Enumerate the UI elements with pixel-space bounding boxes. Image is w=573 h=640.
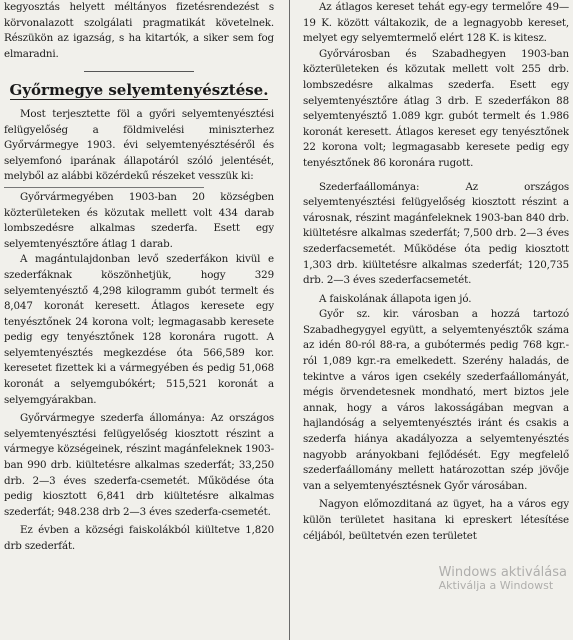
paragraph: kegyosztás helyett méltányos fizetésrendezést s körvonalazott szolgálati pragmatikát követelnek. Részükön az igazság, s ha kitartók, a siker sem fog elmaradni. [4,1,274,60]
left-column [4,0,274,640]
watermark-subtitle: Aktiválja a Windowst [438,579,554,592]
column-rule [4,187,204,188]
section-divider [84,71,194,72]
paragraph: A magántulajdonban levő szederfákon kivül e szederfáknak köszönhetjük, hogy 329 selyemtenyésztő 4,298 kilogramm gubót termelt és 8,047 koronát keresett. Átlagos keresete egy tenyésztőnek 24 korona volt; legmagasabb keresete pedig egy tenyésztőnek 128 koronára rugott. A selyemtenyésztés megkezdése óta 566,589 kor. keresetet fizettek ki a vármegyében és pedig 51,068 koronát a selyemgubókért; 515,521 koronát a selyemgyárakban. [4,253,274,406]
article-title: Győrmegye selyemtenyésztése. [9,81,269,100]
paragraph: Szederfaállománya: Az országos selyemtenyésztési felügyelőség kiosztott részint a városnak, részint magánfeleknek 1903-ban 840 drb. kiültetésre alkalmas szederfát; 7,500 drb. 2—3 éves szederfacsemetét. Működése óta pedig kiosztott 1,303 drb. kiültetésre alkalmas szederfát; 120,735 drb. 2—3 éves szederfacsemetét. [303,180,569,287]
paragraph: Ez évben a községi faiskolákból kiültetve 1,820 drb szederfát. [4,524,274,552]
paragraph: Győr sz. kir. városban a hozzá tartozó Szabadhegygyel együtt, a selyemtenyésztők száma az idén 80-ról 88-ra, a gubótermés pedig 768 kgr.-ról 1,089 kgr.-ra emelkedett. Szerény haladás, de tekintve a város igen csekély szederfaállományát, mégis örvendetesnek mondható, mert biztos jele annak, hogy a város lakosságában megvan a hajlandóság a selyemtenyésztés iránt és csakis a szederfa hiánya akadályozza a selyemtenyésztés nagyobb arányokbani fejlődését. Egy megfelelő szederfaállomány mellett határozottan szép jövője van a selyemtenyésztésnek Győr városában. [303,308,569,492]
paragraph: Győrvárosban és Szabadhegyen 1903-ban közterületeken és közutak mellett volt 255 drb. lombszedésre alkalmas szederfa. Esett egy selyemtenyésztőre átlag 3 drb. E szederfákon 88 selyemtenyésztő 1.089 kgr. gubót termelt és 1.986 koronát keresett. Átlagos kereset egy tenyésztőnek 22 korona volt; legmagasabb keresete pedig egy tenyésztőnek 86 koronára rugott. [303,47,569,169]
paragraph: Az átlagos kereset tehát egy-egy termelőre 49—19 K. között váltakozik, de a legnagyobb kereset, melyet egy selyemtermelő elért 128 K. is kitesz. [303,1,569,45]
paragraph: Most terjesztette föl a győri selyemtenyésztési felügyelőség a földmivelési miniszterhez Győrvármegye 1903. évi selyemtenyésztéséről és selyemfonó iparának állapotáról szóló jelentését, melyből az alábbi közérdekű részeket vesszük ki: [4,107,274,183]
watermark-title: Windows aktiválása [438,565,567,580]
right-column [303,0,569,640]
paragraph: Győrvármegye szederfa állománya: Az országos selyemtenyésztési felügyelőség kiosztott részint a vármegye községeinek, részint magánfeleknek 1903-ban 990 drb. kiültetésre alkalmas szederfát; 33,250 drb. 2—3 éves szederfa-csemetét. Működése óta pedig kiosztott 6,841 drb kiültetésre alkalmas szederfát; 948.238 drb 2—3 éves szederfa-csemetét. [4,412,274,518]
column-divider [289,0,290,640]
windows-activation-watermark [439,566,567,592]
paragraph: Győrvármegyében 1903-ban 20 községben közterületeken és közutak mellett volt 434 darab lombszedésre alkalmas szederfa. Esett egy selyemtenyésztőre átlag 1 darab. [4,190,274,250]
paragraph: A faiskolának állapota igen jó. [319,292,472,305]
paragraph: Nagyon előmozditaná az ügyet, ha a város egy külön területet hasitana ki epreskert létesítése céljából, beültetvén ezen területet [303,498,569,542]
